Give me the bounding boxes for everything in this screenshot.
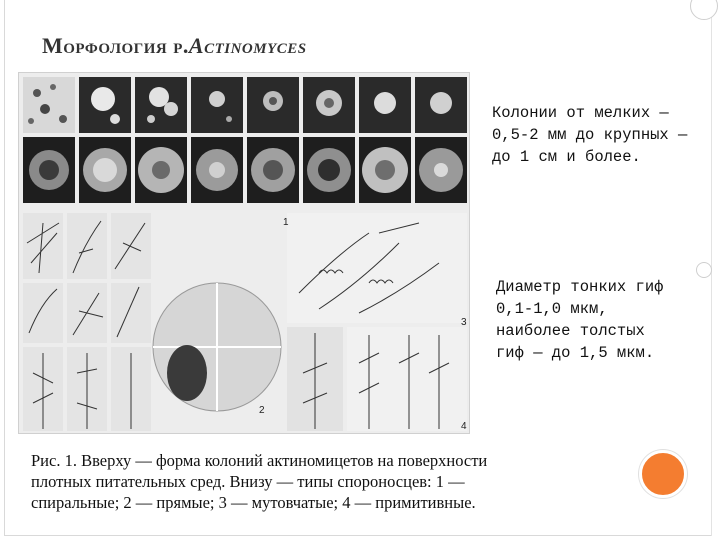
hyphae-diameter-text: [496, 276, 663, 364]
colonies-line-1: Колонии от мелких —: [492, 104, 669, 122]
title-prefix: Морфология: [42, 33, 168, 58]
figure-label-2: 2: [259, 405, 265, 416]
colonies-grid: [23, 77, 467, 203]
colony-center: [375, 160, 395, 180]
figure-label-4: 4: [461, 421, 467, 432]
dark-mycelium: [167, 345, 207, 401]
spiral-sporophores: [287, 213, 467, 323]
whorled-sporophores: [347, 327, 467, 431]
colony: [28, 118, 34, 124]
colony: [209, 91, 225, 107]
colonies-line-2: 0,5-2 мм до крупных —: [492, 126, 688, 144]
colony-center: [263, 160, 283, 180]
page-title: [42, 33, 307, 59]
colony: [430, 92, 452, 114]
decor-orange-circle: [639, 450, 687, 498]
actinomyces-figure: [18, 72, 470, 434]
colony-center: [434, 163, 448, 177]
colonies-line-3: до 1 см и более.: [492, 148, 641, 166]
colony: [91, 87, 115, 111]
micro-cell: [67, 213, 107, 279]
hyphae-line-2: 0,1-1,0 мкм,: [496, 300, 608, 318]
colony: [50, 84, 56, 90]
colony-center: [209, 162, 225, 178]
caption-line-1: Рис. 1. Вверху — форма колоний актиномицетов на поверхности: [31, 451, 488, 470]
colony-center: [269, 97, 277, 105]
figure-caption: [31, 450, 631, 513]
colony-center: [324, 98, 334, 108]
colonies-size-text: [492, 102, 687, 168]
colony: [374, 92, 396, 114]
colony: [164, 102, 178, 116]
colony-cell: [23, 77, 75, 133]
hyphae-line-1: Диаметр тонких гиф: [496, 278, 664, 296]
colony-center: [318, 159, 340, 181]
colony: [149, 87, 169, 107]
figure-illustration: [19, 73, 471, 435]
colony-center: [39, 160, 59, 180]
caption-line-2: плотных питательных сред. Внизу — типы спороносцев: 1 —: [31, 472, 465, 491]
colony: [110, 114, 120, 124]
colony-center: [152, 161, 170, 179]
micro-cell: [111, 283, 151, 343]
micro-cell: [23, 283, 63, 343]
figure-label-3: 3: [461, 317, 467, 328]
decor-circle-middle: [696, 262, 712, 278]
hyphae-line-3: наиболее толстых: [496, 322, 645, 340]
title-genus: Actinomyces: [188, 33, 307, 58]
figure-label-1: 1: [283, 217, 289, 228]
colony-center: [93, 158, 117, 182]
colony: [147, 115, 155, 123]
colony: [33, 89, 41, 97]
hyphae-line-4: гиф — до 1,5 мкм.: [496, 344, 655, 362]
caption-line-3: спиральные; 2 — прямые; 3 — мутовчатые; 4 — примитивные.: [31, 493, 476, 512]
micro-cell: [23, 213, 63, 279]
title-mid: р.: [167, 33, 189, 58]
micro-cell: [111, 213, 151, 279]
colony: [59, 115, 67, 123]
colony: [226, 116, 232, 122]
sporophore-panels: [23, 213, 467, 431]
colony: [40, 104, 50, 114]
